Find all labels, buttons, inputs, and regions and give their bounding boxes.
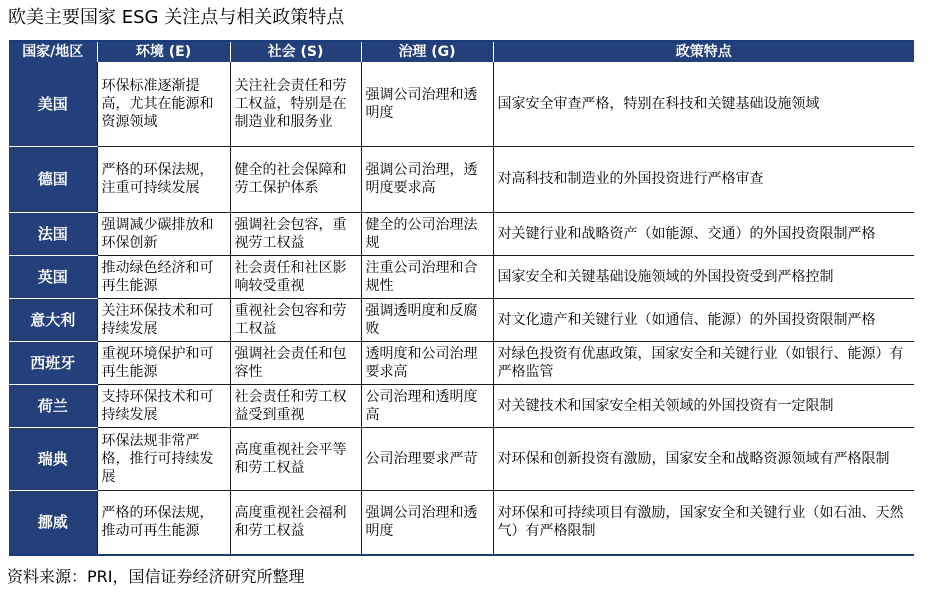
social-cell: 重视社会包容和劳工权益 <box>230 298 361 341</box>
social-cell: 社会责任和社区影响较受重视 <box>230 255 361 298</box>
table-row <box>9 341 914 384</box>
table-row <box>9 298 914 341</box>
country-cell: 意大利 <box>9 298 97 341</box>
header-social: 社会 (S) <box>230 42 361 62</box>
table-row <box>9 146 914 212</box>
environment-cell: 支持环保技术和可持续发展 <box>97 384 230 427</box>
environment-cell: 关注环保技术和可持续发展 <box>97 298 230 341</box>
country-cell: 美国 <box>9 62 97 146</box>
environment-cell: 推动绿色经济和可再生能源 <box>97 255 230 298</box>
source-note: 资料来源：PRI，国信证券经济研究所整理 <box>7 567 305 586</box>
policy-cell: 对高科技和制造业的外国投资进行严格审查 <box>493 146 914 212</box>
table-row <box>9 62 914 146</box>
table-header-row <box>9 42 914 62</box>
page-title: 欧美主要国家 ESG 关注点与相关政策特点 <box>8 7 345 28</box>
table-row <box>9 384 914 427</box>
country-cell: 英国 <box>9 255 97 298</box>
governance-cell: 注重公司治理和合规性 <box>361 255 493 298</box>
policy-cell: 对关键技术和国家安全相关领域的外国投资有一定限制 <box>493 384 914 427</box>
governance-cell: 公司治理要求严苛 <box>361 427 493 490</box>
social-cell: 高度重视社会福利和劳工权益 <box>230 490 361 554</box>
environment-cell: 环保法规非常严格，推行可持续发展 <box>97 427 230 490</box>
header-policy: 政策特点 <box>493 42 914 62</box>
governance-cell: 透明度和公司治理要求高 <box>361 341 493 384</box>
policy-cell: 对文化遗产和关键行业（如通信、能源）的外国投资限制严格 <box>493 298 914 341</box>
social-cell: 强调社会责任和包容性 <box>230 341 361 384</box>
social-cell: 社会责任和劳工权益受到重视 <box>230 384 361 427</box>
environment-cell: 强调减少碳排放和环保创新 <box>97 212 230 255</box>
country-cell: 德国 <box>9 146 97 212</box>
governance-cell: 强调透明度和反腐败 <box>361 298 493 341</box>
policy-cell: 对关键行业和战略资产（如能源、交通）的外国投资限制严格 <box>493 212 914 255</box>
header-governance: 治理 (G) <box>361 42 493 62</box>
social-cell: 健全的社会保障和劳工保护体系 <box>230 146 361 212</box>
policy-cell: 国家安全和关键基础设施领域的外国投资受到严格控制 <box>493 255 914 298</box>
policy-cell: 对环保和可持续项目有激励，国家安全和关键行业（如石油、天然气）有严格限制 <box>493 490 914 554</box>
country-cell: 荷兰 <box>9 384 97 427</box>
governance-cell: 公司治理和透明度高 <box>361 384 493 427</box>
environment-cell: 重视环境保护和可再生能源 <box>97 341 230 384</box>
governance-cell: 强调公司治理和透明度 <box>361 62 493 146</box>
table-row <box>9 212 914 255</box>
governance-cell: 强调公司治理和透明度 <box>361 490 493 554</box>
governance-cell: 健全的公司治理法规 <box>361 212 493 255</box>
environment-cell: 严格的环保法规，注重可持续发展 <box>97 146 230 212</box>
table-row <box>9 255 914 298</box>
table-row <box>9 427 914 490</box>
environment-cell: 环保标准逐渐提高，尤其在能源和资源领域 <box>97 62 230 146</box>
social-cell: 高度重视社会平等和劳工权益 <box>230 427 361 490</box>
policy-cell: 对绿色投资有优惠政策，国家安全和关键行业（如银行、能源）有严格监管 <box>493 341 914 384</box>
country-cell: 挪威 <box>9 490 97 554</box>
table-row <box>9 490 914 554</box>
social-cell: 关注社会责任和劳工权益，特别是在制造业和服务业 <box>230 62 361 146</box>
country-cell: 西班牙 <box>9 341 97 384</box>
governance-cell: 强调公司治理，透明度要求高 <box>361 146 493 212</box>
country-cell: 法国 <box>9 212 97 255</box>
policy-cell: 国家安全审查严格，特别在科技和关键基础设施领域 <box>493 62 914 146</box>
header-environment: 环境 (E) <box>97 42 230 62</box>
social-cell: 强调社会包容，重视劳工权益 <box>230 212 361 255</box>
esg-policy-table <box>9 40 914 556</box>
header-country: 国家/地区 <box>9 42 97 62</box>
country-cell: 瑞典 <box>9 427 97 490</box>
policy-cell: 对环保和创新投资有激励，国家安全和战略资源领域有严格限制 <box>493 427 914 490</box>
environment-cell: 严格的环保法规，推动可再生能源 <box>97 490 230 554</box>
